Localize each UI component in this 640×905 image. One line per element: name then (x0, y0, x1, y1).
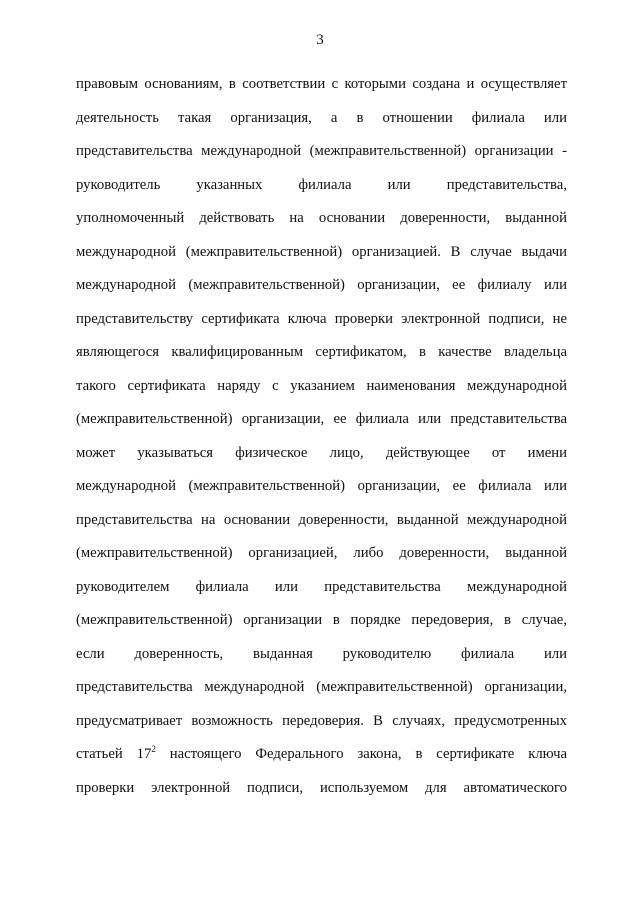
text-line: представительству сертификата ключа проверки электронной подписи, не (76, 310, 567, 327)
text-line: проверки электронной подписи, используемом для автоматического (76, 779, 567, 796)
text-line: (межправительственной) организацией, либо доверенности, выданной (76, 545, 567, 561)
text-line: уполномоченный действовать на основании доверенности, выданной (76, 210, 567, 226)
text-line: такого сертификата наряду с указанием наименования международной (76, 377, 567, 394)
text-line: международной (межправительственной) организации, ее филиала или (76, 478, 567, 494)
text-fragment: статьей 17 (76, 746, 152, 762)
text-line: представительства международной (межправительственной) организации, (76, 679, 567, 695)
text-fragment: настоящего Федерального закона, в сертификате ключа (155, 746, 567, 762)
text-line: руководителем филиала или представительства международной (76, 578, 567, 595)
text-line: (межправительственной) организации в порядке передоверия, в случае, (76, 612, 567, 628)
text-line: если доверенность, выданная руководителю филиала или (76, 645, 567, 662)
document-body (76, 68, 567, 805)
text-line: предусматривает возможность передоверия. В случаях, предусмотренных (76, 712, 567, 729)
text-line: (межправительственной) организации, ее филиала или представительства (76, 411, 567, 427)
page-number: 3 (316, 32, 324, 48)
text-line: международной (межправительственной) организацией. В случае выдачи (76, 243, 567, 260)
text-line-with-superscript (76, 738, 567, 772)
text-line: руководитель указанных филиала или представительства, (76, 176, 567, 193)
superscript: 2 (151, 744, 156, 754)
text-line: представительства на основании доверенности, выданной международной (76, 511, 567, 528)
text-line: деятельность такая организация, а в отношении филиала или (76, 109, 567, 126)
text-line: правовым основаниям, в соответствии с которыми создана и осуществляет (76, 76, 567, 92)
text-line: может указываться физическое лицо, действующее от имени (76, 444, 567, 461)
text-line: международной (межправительственной) организации, ее филиалу или (76, 277, 567, 293)
text-line: представительства международной (межправительственной) организации - (76, 143, 567, 159)
text-line: являющегося квалифицированным сертификатом, в качестве владельца (76, 344, 567, 360)
